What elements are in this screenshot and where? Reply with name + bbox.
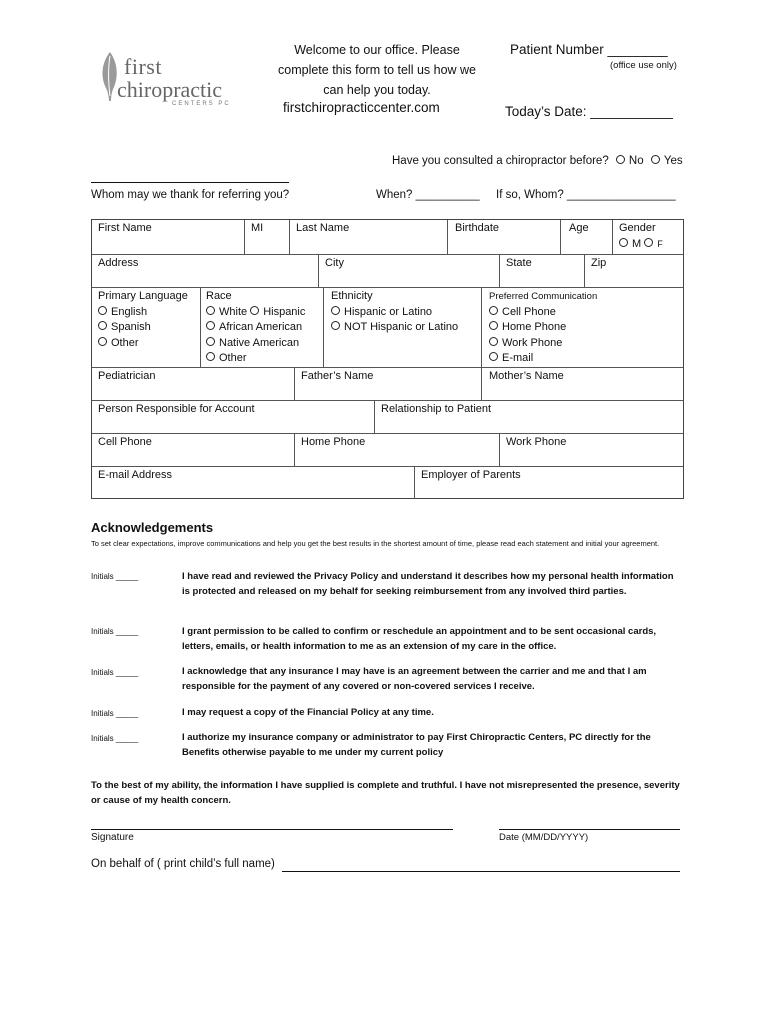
communication-label: E-mail — [502, 352, 534, 364]
race-option-row — [206, 305, 305, 321]
ethnicity-label: Ethnicity — [331, 290, 373, 302]
pediatrician-field[interactable]: Pediatrician — [98, 370, 156, 382]
patient-info-grid — [91, 219, 684, 499]
race-native-american-label: Native American — [219, 336, 300, 349]
race-hispanic-radio[interactable] — [250, 306, 259, 315]
zip-field[interactable]: Zip — [591, 257, 607, 269]
language-radio[interactable] — [98, 306, 107, 315]
grid-divider — [92, 400, 683, 401]
communication-option[interactable] — [489, 351, 597, 367]
race-african-american-radio[interactable] — [206, 321, 215, 330]
home-phone-field[interactable]: Home Phone — [301, 436, 366, 448]
initials-field[interactable]: Initials _____ — [91, 709, 139, 718]
grid-divider — [414, 466, 415, 499]
communication-radio[interactable] — [489, 352, 498, 361]
ethnicity-group — [331, 289, 458, 336]
grid-divider — [481, 287, 482, 400]
referred-by-line[interactable] — [91, 182, 289, 183]
when-field[interactable]: When? __________ — [376, 189, 480, 201]
city-field[interactable]: City — [325, 257, 344, 269]
grid-divider — [499, 254, 500, 287]
grid-divider — [447, 220, 448, 254]
language-label: Other — [111, 336, 139, 349]
signature-line[interactable] — [91, 829, 453, 830]
grid-divider — [499, 433, 500, 466]
gender-label: Gender — [619, 222, 656, 234]
language-radio[interactable] — [98, 321, 107, 330]
gender-options — [619, 237, 663, 253]
person-responsible-field[interactable]: Person Responsible for Account — [98, 403, 255, 415]
communication-radio[interactable] — [489, 337, 498, 346]
ethnicity-option[interactable] — [331, 320, 458, 336]
grid-divider — [294, 433, 295, 466]
welcome-message — [270, 40, 484, 100]
consulted-yes-radio[interactable] — [651, 155, 660, 164]
language-option[interactable] — [98, 320, 188, 336]
initials-field[interactable]: Initials _____ — [91, 734, 139, 743]
gender-m-radio[interactable] — [619, 238, 628, 247]
grid-divider — [584, 254, 585, 287]
race-native-american-radio[interactable] — [206, 337, 215, 346]
grid-divider — [92, 367, 683, 368]
grid-divider — [92, 433, 683, 434]
communication-label: Work Phone — [502, 336, 563, 349]
language-option[interactable] — [98, 305, 188, 321]
grid-divider — [374, 400, 375, 433]
language-radio[interactable] — [98, 337, 107, 346]
birthdate-field[interactable]: Birthdate — [455, 222, 500, 234]
referred-by-label: Whom may we thank for referring you? — [91, 189, 290, 201]
first-name-field[interactable]: First Name — [98, 222, 152, 234]
on-behalf-label: On behalf of ( print child’s full name) — [91, 858, 275, 870]
website-text: firstchiropracticcenter.com — [283, 100, 440, 115]
primary-language-label: Primary Language — [98, 290, 188, 302]
office-use-note: (office use only) — [610, 60, 677, 71]
grid-divider — [318, 254, 319, 287]
mi-field[interactable]: MI — [251, 222, 264, 234]
acknowledgements-title: Acknowledgements — [91, 520, 214, 535]
race-other-radio[interactable] — [206, 352, 215, 361]
grid-divider — [560, 220, 561, 254]
ethnicity-option-label: NOT Hispanic or Latino — [344, 321, 459, 333]
grid-divider — [92, 466, 683, 467]
race-white-radio[interactable] — [206, 306, 215, 315]
primary-language-group — [98, 289, 188, 351]
consulted-no-radio[interactable] — [616, 155, 625, 164]
ethnicity-option-label: Hispanic or Latino — [344, 305, 433, 318]
acknowledgement-statement: I have read and reviewed the Privacy Policy and understand it describes how my personal health information is protected and released on my behalf for seeking reimbursement from any involved third parties. — [182, 571, 674, 597]
consulted-before-question — [392, 155, 683, 167]
gender-m-label: M — [632, 237, 642, 250]
child-name-line[interactable] — [282, 871, 680, 872]
grid-divider — [244, 220, 245, 254]
acknowledgement-statement: I may request a copy of the Financial Policy at any time. — [182, 707, 434, 718]
grid-divider — [294, 367, 295, 400]
race-option-row — [206, 351, 305, 367]
ethnicity-radio[interactable] — [331, 306, 340, 315]
initials-field[interactable]: Initials _____ — [91, 572, 139, 581]
race-label: Race — [206, 290, 232, 302]
consulted-no-label: No — [628, 155, 644, 167]
logo-chiropractic-text: chiropractic — [117, 77, 223, 102]
date-line[interactable] — [499, 829, 680, 830]
acknowledgement-statement: I acknowledge that any insurance I may have is an agreement between the carrier and me and that I am responsible for the payment of any covered or non-covered services I receive. — [182, 666, 647, 692]
welcome-line: can help you today. — [323, 83, 431, 97]
grid-divider — [612, 220, 613, 254]
language-label: English — [111, 305, 148, 318]
acknowledgements-intro: To set clear expectations, improve communications and help you get the best results in the shortest amount of time, please read each statement and initial your agreement. — [91, 539, 660, 548]
language-label: Spanish — [111, 321, 151, 333]
logo-first-text: first — [124, 54, 162, 79]
consulted-yes-label: Yes — [663, 155, 683, 167]
address-field[interactable]: Address — [98, 257, 139, 269]
race-african-american-label: African American — [219, 321, 303, 333]
fathers-name-field[interactable]: Father’s Name — [301, 370, 374, 382]
communication-option[interactable] — [489, 336, 597, 352]
race-option-row — [206, 320, 305, 336]
communication-label: Cell Phone — [502, 305, 556, 318]
initials-field[interactable]: Initials _____ — [91, 627, 139, 636]
relationship-field[interactable]: Relationship to Patient — [381, 403, 492, 415]
gender-f-radio[interactable] — [644, 238, 653, 247]
communication-option[interactable] — [489, 320, 597, 336]
race-other-label: Other — [219, 352, 247, 364]
age-field[interactable]: Age — [569, 222, 589, 234]
gender-field — [619, 221, 663, 252]
truthfulness-statement: To the best of my ability, the information I have supplied is complete and truthful. I have not misrepresented the presence, severity or cause of my health concern. — [91, 780, 680, 806]
acknowledgement-statement: I authorize my insurance company or administrator to pay First Chiropractic Centers, PC directly for the Benefits otherwise payable to me under my current policy — [182, 732, 651, 758]
state-field[interactable]: State — [506, 257, 532, 269]
race-option-row — [206, 336, 305, 352]
if-so-whom-field[interactable]: If so, Whom? _________________ — [496, 189, 676, 201]
ethnicity-option[interactable] — [331, 305, 458, 321]
communication-option[interactable] — [489, 305, 597, 321]
consulted-question-label: Have you consulted a chiropractor before? — [392, 155, 609, 167]
grid-divider — [92, 254, 683, 255]
email-address-field[interactable]: E-mail Address — [98, 469, 172, 481]
preferred-communication-label: Preferred Communication — [489, 291, 598, 302]
work-phone-field[interactable]: Work Phone — [506, 436, 567, 448]
race-white-label: White — [219, 305, 248, 318]
date-label: Date (MM/DD/YYYY) — [499, 832, 589, 843]
communication-radio[interactable] — [489, 306, 498, 315]
preferred-communication-group — [489, 289, 597, 367]
logo-centers-text: CENTERS PC — [172, 101, 231, 107]
acknowledgement-statement: I grant permission to be called to confirm or reschedule an appointment and to be sent occasional cards, letters, emails, or health information to me as an extension of my care in the office. — [182, 626, 657, 652]
initials-field[interactable]: Initials _____ — [91, 668, 139, 677]
race-group — [206, 289, 305, 367]
grid-divider — [289, 220, 290, 254]
communication-radio[interactable] — [489, 321, 498, 330]
language-option[interactable] — [98, 336, 188, 352]
race-hispanic-label: Hispanic — [263, 305, 306, 318]
ethnicity-radio[interactable] — [331, 321, 340, 330]
mothers-name-field[interactable]: Mother’s Name — [489, 370, 564, 382]
welcome-line: Welcome to our office. Please — [294, 43, 460, 57]
last-name-field[interactable]: Last Name — [296, 222, 350, 234]
grid-divider — [92, 287, 683, 288]
communication-label: Home Phone — [502, 321, 567, 333]
grid-divider — [200, 287, 201, 367]
patient-number-field[interactable]: Patient Number ________ — [510, 42, 668, 57]
gender-f-label: F — [657, 238, 663, 249]
employer-of-parents-field[interactable]: Employer of Parents — [421, 469, 521, 481]
grid-divider — [323, 287, 324, 367]
signature-label: Signature — [91, 832, 134, 843]
todays-date-field[interactable]: Today’s Date: ___________ — [505, 104, 673, 119]
cell-phone-field[interactable]: Cell Phone — [98, 436, 152, 448]
welcome-line: complete this form to tell us how we — [278, 63, 476, 77]
